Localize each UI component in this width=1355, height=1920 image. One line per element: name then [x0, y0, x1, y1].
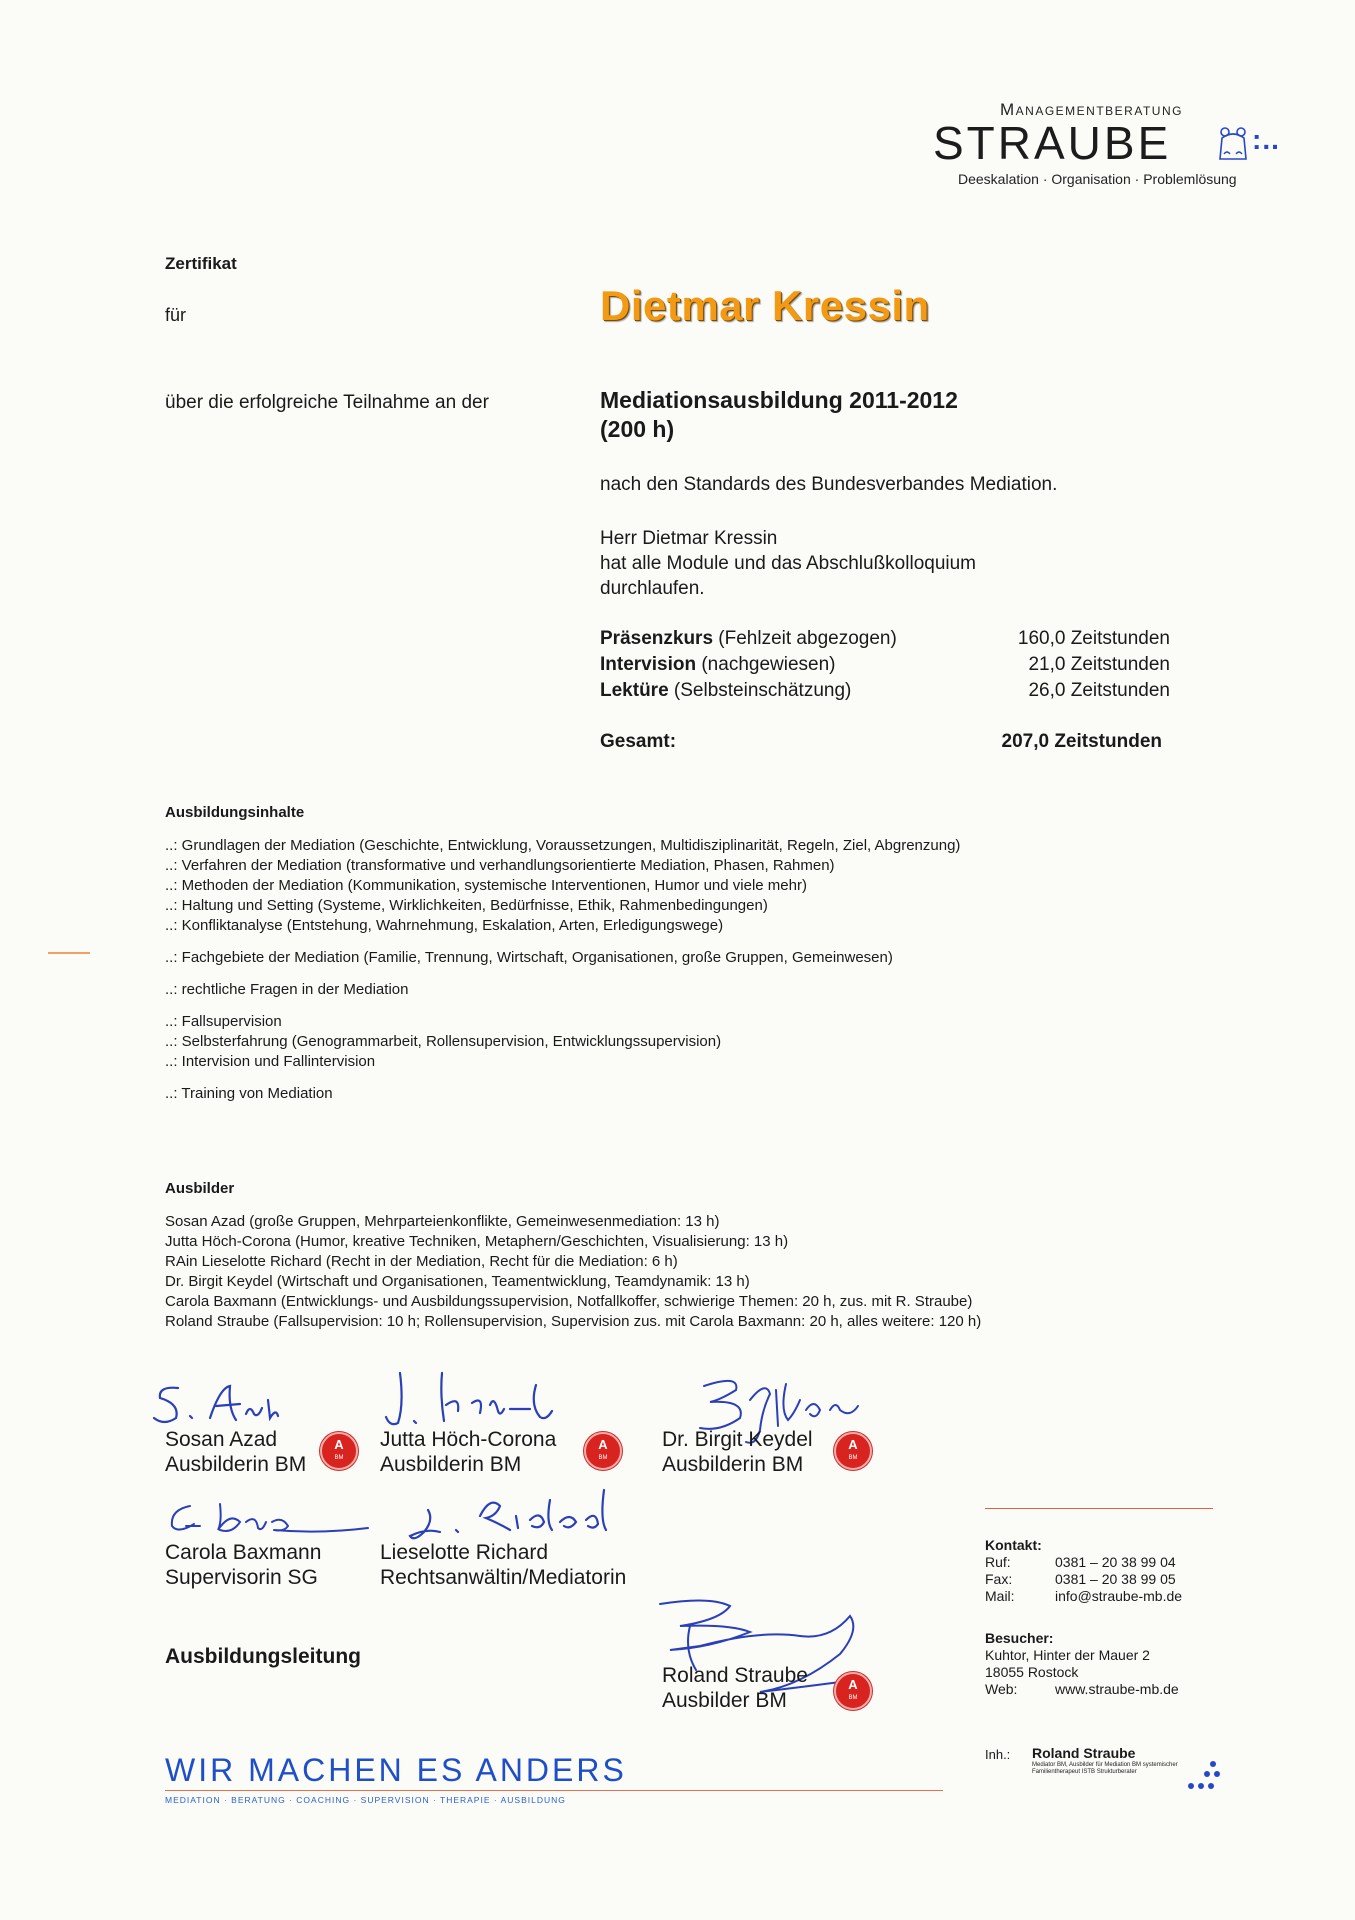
fax-number: 0381 – 20 38 99 05	[1055, 1571, 1176, 1587]
website-link[interactable]: www.straube-mb.de	[1055, 1681, 1179, 1697]
company-tagline: Deeskalation · Organisation · Problemlösung	[958, 171, 1237, 187]
signature-block-hoech-corona	[380, 1427, 556, 1477]
signer-role: Rechtsanwältin/Mediatorin	[380, 1566, 627, 1589]
list-item: Dr. Birgit Keydel (Wirtschaft und Organisationen, Teamentwicklung, Teamdynamik: 13 h)	[165, 1273, 750, 1290]
list-item: ..: Fachgebiete der Mediation (Familie, Trennung, Wirtschaft, Organisationen, große Gruppen, Gemeinwesen)	[165, 949, 893, 966]
trainers-list	[165, 1212, 1215, 1332]
signature-block-azad	[165, 1427, 306, 1477]
phone-number[interactable]: 0381 – 20 38 99 04	[1055, 1554, 1176, 1570]
logo-dots-icon	[1185, 1758, 1221, 1794]
total-value: 207,0 Zeitstunden	[1001, 731, 1162, 752]
signer-role: Ausbilderin BM	[165, 1453, 307, 1476]
list-item: ..: Fallsupervision	[165, 1013, 282, 1030]
certificate-title: Zertifikat	[165, 254, 237, 273]
list-item: Roland Straube (Fallsupervision: 10 h; Rollensupervision, Supervision zus. mit Carola Baxmann: 20 h, alles weitere: 120 h)	[165, 1313, 982, 1330]
signature-block-richard	[380, 1540, 626, 1590]
contact-row: Mail: info@straube-mb.de	[985, 1588, 1183, 1604]
hours-note: (Fehlzeit abgezogen)	[718, 628, 897, 649]
signer-role: Ausbilderin BM	[662, 1453, 804, 1476]
signer-role: Ausbilder BM	[662, 1689, 787, 1712]
hours-table	[600, 626, 1170, 755]
bm-seal-icon: A BM	[834, 1672, 872, 1710]
company-subtitle: Managementberatung	[1000, 100, 1183, 119]
list-item: ..: Intervision und Fallintervision	[165, 1053, 376, 1070]
list-item: ..: Verfahren der Mediation (transformative und verhandlungsorientierte Mediation, Phasen, Rahmen)	[165, 857, 835, 874]
statement-line: Herr Dietmar Kressin	[600, 528, 778, 549]
contents-list	[165, 836, 1165, 1104]
bm-seal-icon: A BM	[584, 1432, 622, 1470]
bear-logo-icon	[1216, 126, 1250, 162]
hours-label: Lektüre	[600, 680, 669, 701]
address-line: 18055 Rostock	[985, 1664, 1079, 1680]
bm-seal-icon: A BM	[834, 1432, 872, 1470]
list-item: ..: rechtliche Fragen in der Mediation	[165, 981, 409, 998]
signer-name: Carola Baxmann	[165, 1541, 322, 1564]
hours-value: 26,0 Zeitstunden	[1028, 680, 1170, 701]
list-item: RAin Lieselotte Richard (Recht in der Mediation, Recht für die Mediation: 6 h)	[165, 1253, 678, 1270]
contact-heading: Kontakt:	[985, 1537, 1042, 1553]
statement-text	[600, 526, 1120, 601]
signer-name: Lieselotte Richard	[380, 1541, 549, 1564]
hours-value: 21,0 Zeitstunden	[1028, 654, 1170, 675]
visitor-heading: Besucher:	[985, 1630, 1054, 1646]
list-item: ..: Selbsterfahrung (Genogrammarbeit, Rollensupervision, Entwicklungssupervision)	[165, 1033, 722, 1050]
address-line: Kuhtor, Hinter der Mauer 2	[985, 1647, 1150, 1663]
list-item: ..: Training von Mediation	[165, 1085, 333, 1102]
hours-label: Präsenzkurs	[600, 628, 714, 649]
course-hours: (200 h)	[600, 416, 675, 442]
slogan-underline	[165, 1790, 943, 1791]
hours-label: Intervision	[600, 654, 697, 675]
owner-label: Inh.:	[985, 1747, 1011, 1762]
leitung-heading: Ausbildungsleitung	[165, 1645, 361, 1668]
standards-text: nach den Standards des Bundesverbandes Mediation.	[600, 474, 1058, 495]
statement-line: durchlaufen.	[600, 578, 705, 599]
contact-block	[985, 1537, 1182, 1605]
signature-hoech-corona	[380, 1365, 580, 1435]
list-item: Sosan Azad (große Gruppen, Mehrparteienkonflikte, Gemeinwesenmediation: 13 h)	[165, 1213, 720, 1230]
list-item: ..: Methoden der Mediation (Kommunikation, systemische Interventionen, Humor und viele mehr)	[165, 877, 807, 894]
signer-name: Jutta Höch-Corona	[380, 1428, 557, 1451]
list-item: ..: Grundlagen der Mediation (Geschichte, Entwicklung, Voraussetzungen, Multidisziplinarität, Regeln, Ziel, Abgrenzung)	[165, 837, 961, 854]
list-item: Carola Baxmann (Entwicklungs- und Ausbildungssupervision, Notfallkoffer, schwierige Themen: 20 h, zus. mit R. Straube)	[165, 1293, 973, 1310]
owner-name: Roland Straube	[1032, 1745, 1136, 1761]
for-label: für	[165, 305, 187, 325]
signature-block-keydel	[662, 1427, 813, 1477]
hours-row	[600, 626, 1170, 652]
list-item: Jutta Höch-Corona (Humor, kreative Techniken, Metaphern/Geschichten, Visualisierung: 13 h)	[165, 1233, 789, 1250]
signature-block-baxmann	[165, 1540, 321, 1590]
recipient-name: Dietmar Kressin	[600, 282, 930, 329]
course-title	[600, 386, 958, 444]
bm-seal-icon: A BM	[320, 1432, 358, 1470]
slogan: WIR MACHEN ES ANDERS	[165, 1752, 627, 1788]
signer-name: Dr. Birgit Keydel	[662, 1428, 813, 1451]
list-item: ..: Haltung und Setting (Systeme, Wirklichkeiten, Bedürfnisse, Ethik, Rahmenbedingungen)	[165, 897, 768, 914]
trainers-heading: Ausbilder	[165, 1180, 235, 1197]
contents-heading: Ausbildungsinhalte	[165, 804, 305, 821]
signer-name: Sosan Azad	[165, 1428, 278, 1451]
hours-note: (nachgewiesen)	[701, 654, 836, 675]
divider	[985, 1508, 1213, 1509]
signature-baxmann	[160, 1492, 370, 1542]
hours-row	[600, 678, 1170, 704]
hours-note: (Selbsteinschätzung)	[673, 680, 852, 701]
contact-row: Ruf: 0381 – 20 38 99 04	[985, 1554, 1176, 1570]
hours-total-row	[600, 729, 1170, 755]
hours-row	[600, 652, 1170, 678]
slogan-services: MEDIATION · BERATUNG · COACHING · SUPERVISION · THERAPIE · AUSBILDUNG	[165, 1795, 566, 1805]
signer-name: Roland Straube	[662, 1664, 808, 1687]
owner-credentials: Mediator BM, Ausbilder für Mediation BM systemischer Familientherapeut ISTB Strukturberater	[1032, 1762, 1178, 1775]
email-link[interactable]: info@straube-mb.de	[1055, 1588, 1183, 1604]
statement-line: hat alle Module und das Abschlußkolloquium	[600, 553, 977, 574]
logo-dots: :..	[1252, 124, 1280, 155]
signer-role: Supervisorin SG	[165, 1566, 318, 1589]
web-row: Web: www.straube-mb.de	[985, 1681, 1179, 1697]
hours-value: 160,0 Zeitstunden	[1017, 628, 1170, 649]
list-item: ..: Konfliktanalyse (Entstehung, Wahrnehmung, Eskalation, Arten, Erledigungswege)	[165, 917, 724, 934]
total-label: Gesamt:	[600, 731, 677, 752]
participation-label: über die erfolgreiche Teilnahme an der	[165, 392, 489, 413]
company-logo-name: STRAUBE	[933, 117, 1172, 169]
signature-block-straube	[662, 1663, 808, 1713]
visitor-block	[985, 1630, 1179, 1698]
course-name: Mediationsausbildung 2011-2012	[600, 387, 958, 413]
contact-row: Fax: 0381 – 20 38 99 05	[985, 1571, 1176, 1587]
fold-mark	[48, 952, 90, 954]
signer-role: Ausbilderin BM	[380, 1453, 522, 1476]
